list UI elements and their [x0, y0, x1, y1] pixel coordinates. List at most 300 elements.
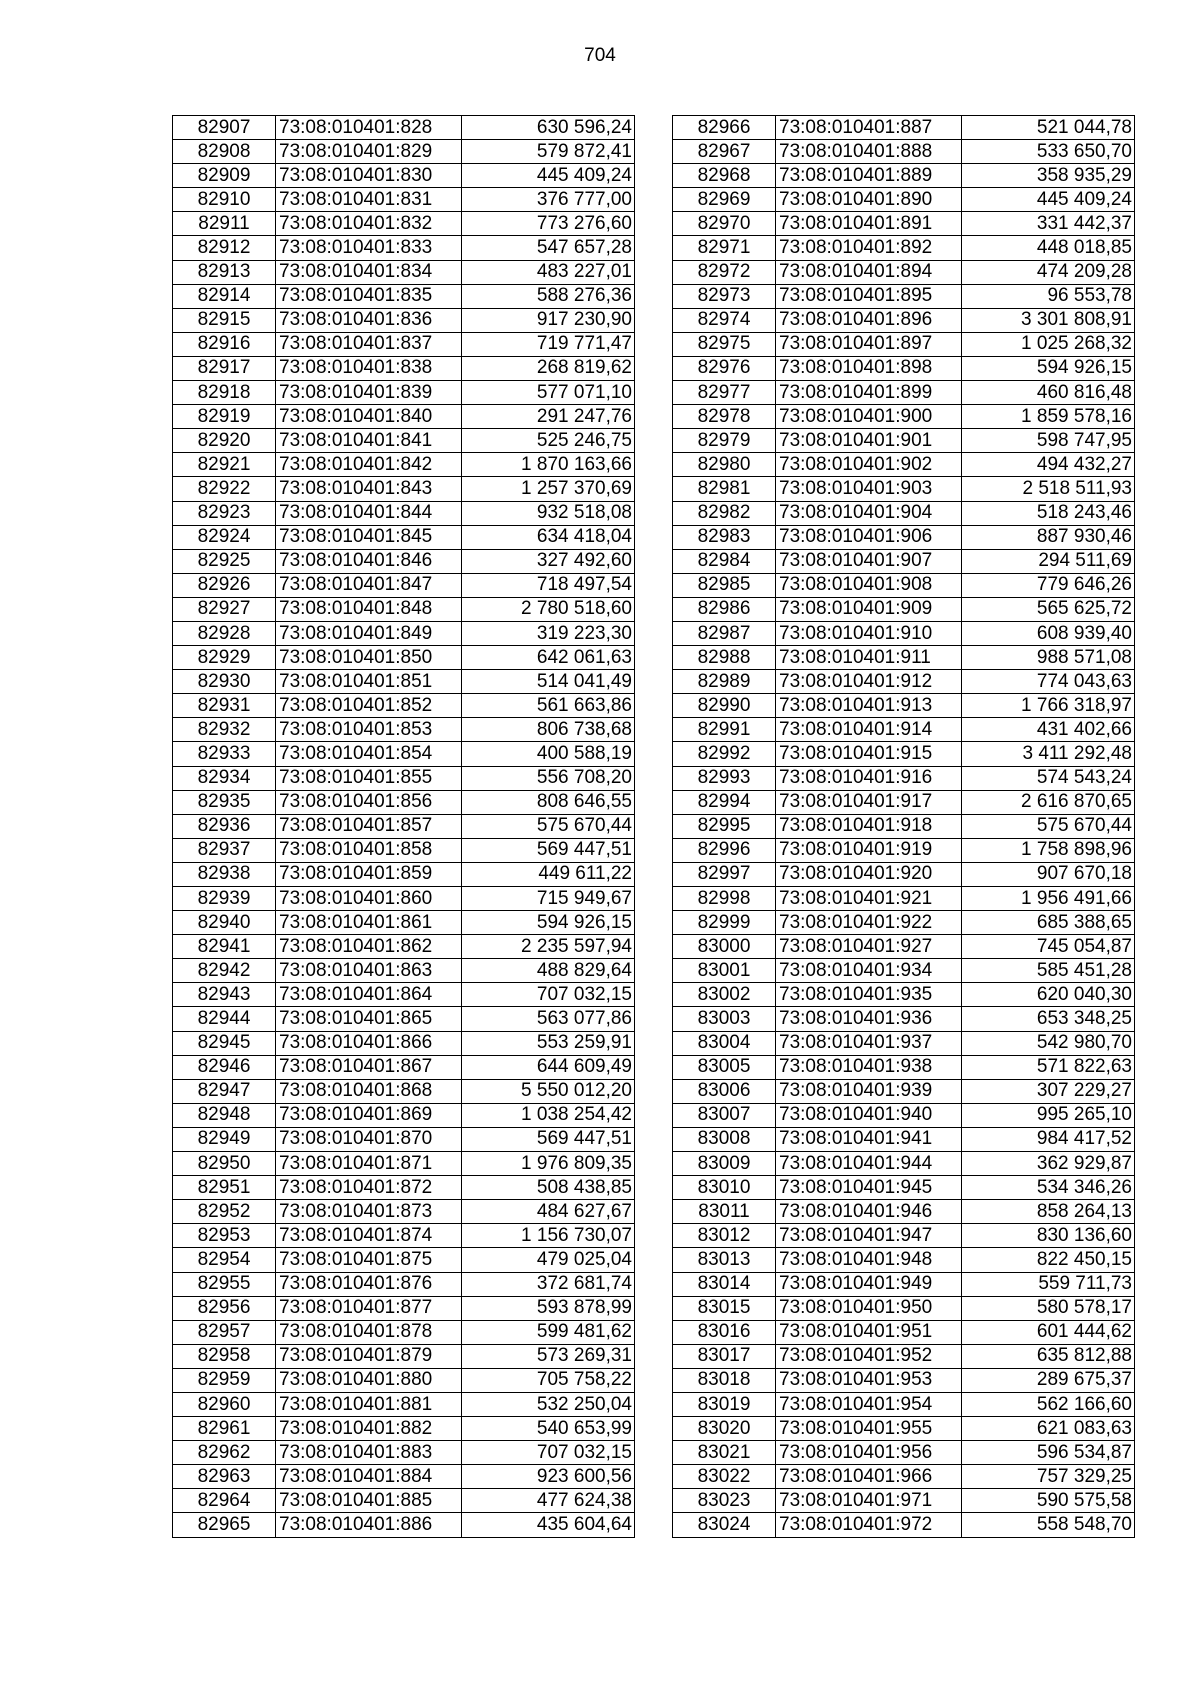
value-cell: 565 625,72 [962, 597, 1135, 621]
value-cell: 542 980,70 [962, 1031, 1135, 1055]
row-number-cell: 82918 [173, 381, 276, 405]
row-number-cell: 82926 [173, 573, 276, 597]
row-number-cell: 82960 [173, 1392, 276, 1416]
cadastral-number-cell: 73:08:010401:906 [776, 525, 962, 549]
cadastral-number-cell: 73:08:010401:864 [276, 983, 462, 1007]
row-number-cell: 82977 [673, 381, 776, 405]
cadastral-number-cell: 73:08:010401:860 [276, 887, 462, 911]
value-cell: 984 417,52 [962, 1127, 1135, 1151]
value-cell: 562 166,60 [962, 1392, 1135, 1416]
cadastral-number-cell: 73:08:010401:850 [276, 646, 462, 670]
row-number-cell: 82991 [673, 718, 776, 742]
table-row [173, 1152, 635, 1176]
table-row [173, 814, 635, 838]
table-row [173, 718, 635, 742]
row-number-cell: 82935 [173, 790, 276, 814]
row-number-cell: 83021 [673, 1441, 776, 1465]
row-number-cell: 82943 [173, 983, 276, 1007]
table-row [673, 1465, 1135, 1489]
cadastral-number-cell: 73:08:010401:833 [276, 236, 462, 260]
value-cell: 574 543,24 [962, 766, 1135, 790]
table-row [173, 308, 635, 332]
value-cell: 580 578,17 [962, 1296, 1135, 1320]
cadastral-number-cell: 73:08:010401:871 [276, 1152, 462, 1176]
cadastral-number-cell: 73:08:010401:852 [276, 694, 462, 718]
row-number-cell: 82954 [173, 1248, 276, 1272]
table-row [673, 862, 1135, 886]
table-row [173, 766, 635, 790]
table-row [673, 1007, 1135, 1031]
table-row [673, 1368, 1135, 1392]
row-number-cell: 83002 [673, 983, 776, 1007]
table-row [173, 1200, 635, 1224]
value-cell: 575 670,44 [462, 814, 635, 838]
value-cell: 634 418,04 [462, 525, 635, 549]
cadastral-number-cell: 73:08:010401:939 [776, 1079, 962, 1103]
row-number-cell: 82925 [173, 549, 276, 573]
cadastral-number-cell: 73:08:010401:903 [776, 477, 962, 501]
cadastral-number-cell: 73:08:010401:907 [776, 549, 962, 573]
table-row [673, 621, 1135, 645]
row-number-cell: 82921 [173, 453, 276, 477]
cadastral-number-cell: 73:08:010401:966 [776, 1465, 962, 1489]
value-cell: 579 872,41 [462, 140, 635, 164]
row-number-cell: 82909 [173, 164, 276, 188]
row-number-cell: 82944 [173, 1007, 276, 1031]
table-row [673, 742, 1135, 766]
table-row [673, 814, 1135, 838]
row-number-cell: 83016 [673, 1320, 776, 1344]
cadastral-number-cell: 73:08:010401:894 [776, 260, 962, 284]
cadastral-number-cell: 73:08:010401:834 [276, 260, 462, 284]
row-number-cell: 82995 [673, 814, 776, 838]
row-number-cell: 82917 [173, 356, 276, 380]
value-cell: 553 259,91 [462, 1031, 635, 1055]
table-row [173, 742, 635, 766]
table-row [173, 621, 635, 645]
cadastral-number-cell: 73:08:010401:883 [276, 1441, 462, 1465]
cadastral-number-cell: 73:08:010401:840 [276, 405, 462, 429]
value-cell: 518 243,46 [962, 501, 1135, 525]
value-cell: 558 548,70 [962, 1513, 1135, 1537]
table-row [173, 790, 635, 814]
cadastral-number-cell: 73:08:010401:914 [776, 718, 962, 742]
cadastral-number-cell: 73:08:010401:919 [776, 838, 962, 862]
table-row [673, 477, 1135, 501]
table-row [673, 525, 1135, 549]
value-cell: 494 432,27 [962, 453, 1135, 477]
value-cell: 2 235 597,94 [462, 935, 635, 959]
row-number-cell: 82970 [673, 212, 776, 236]
page-number: 704 [584, 45, 616, 66]
cadastral-number-cell: 73:08:010401:949 [776, 1272, 962, 1296]
cadastral-number-cell: 73:08:010401:847 [276, 573, 462, 597]
value-cell: 1 758 898,96 [962, 838, 1135, 862]
table-row [673, 1344, 1135, 1368]
row-number-cell: 82984 [673, 549, 776, 573]
cadastral-number-cell: 73:08:010401:952 [776, 1344, 962, 1368]
cadastral-number-cell: 73:08:010401:922 [776, 911, 962, 935]
table-row [173, 1296, 635, 1320]
cadastral-number-cell: 73:08:010401:854 [276, 742, 462, 766]
row-number-cell: 82981 [673, 477, 776, 501]
value-cell: 988 571,08 [962, 646, 1135, 670]
cadastral-number-cell: 73:08:010401:858 [276, 838, 462, 862]
value-cell: 585 451,28 [962, 959, 1135, 983]
cadastral-number-cell: 73:08:010401:898 [776, 356, 962, 380]
row-number-cell: 82979 [673, 429, 776, 453]
table-row [673, 429, 1135, 453]
row-number-cell: 82920 [173, 429, 276, 453]
row-number-cell: 83005 [673, 1055, 776, 1079]
cadastral-number-cell: 73:08:010401:845 [276, 525, 462, 549]
table-row [173, 549, 635, 573]
table-row [673, 597, 1135, 621]
value-cell: 590 575,58 [962, 1489, 1135, 1513]
value-cell: 923 600,56 [462, 1465, 635, 1489]
row-number-cell: 83020 [673, 1417, 776, 1441]
row-number-cell: 82980 [673, 453, 776, 477]
row-number-cell: 83007 [673, 1103, 776, 1127]
value-cell: 1 956 491,66 [962, 887, 1135, 911]
row-number-cell: 82959 [173, 1368, 276, 1392]
table-row [673, 1200, 1135, 1224]
table-row [173, 164, 635, 188]
value-cell: 445 409,24 [462, 164, 635, 188]
value-cell: 822 450,15 [962, 1248, 1135, 1272]
cadastral-number-cell: 73:08:010401:902 [776, 453, 962, 477]
cadastral-number-cell: 73:08:010401:867 [276, 1055, 462, 1079]
row-number-cell: 83015 [673, 1296, 776, 1320]
row-number-cell: 82985 [673, 573, 776, 597]
table-row [173, 429, 635, 453]
table-row [673, 718, 1135, 742]
row-number-cell: 82990 [673, 694, 776, 718]
cadastral-number-cell: 73:08:010401:869 [276, 1103, 462, 1127]
value-cell: 593 878,99 [462, 1296, 635, 1320]
value-cell: 3 411 292,48 [962, 742, 1135, 766]
value-cell: 521 044,78 [962, 116, 1135, 140]
table-row [173, 1344, 635, 1368]
value-cell: 372 681,74 [462, 1272, 635, 1296]
row-number-cell: 82947 [173, 1079, 276, 1103]
table-row [673, 453, 1135, 477]
cadastral-number-cell: 73:08:010401:828 [276, 116, 462, 140]
row-number-cell: 82932 [173, 718, 276, 742]
cadastral-number-cell: 73:08:010401:938 [776, 1055, 962, 1079]
cadastral-number-cell: 73:08:010401:940 [776, 1103, 962, 1127]
cadastral-number-cell: 73:08:010401:915 [776, 742, 962, 766]
table-row [673, 1272, 1135, 1296]
cadastral-number-cell: 73:08:010401:866 [276, 1031, 462, 1055]
value-cell: 327 492,60 [462, 549, 635, 573]
row-number-cell: 82924 [173, 525, 276, 549]
value-cell: 1 257 370,69 [462, 477, 635, 501]
value-cell: 483 227,01 [462, 260, 635, 284]
table-row [173, 1392, 635, 1416]
cadastral-number-cell: 73:08:010401:863 [276, 959, 462, 983]
cadastral-number-cell: 73:08:010401:900 [776, 405, 962, 429]
cadastral-number-cell: 73:08:010401:856 [276, 790, 462, 814]
row-number-cell: 82942 [173, 959, 276, 983]
cadastral-number-cell: 73:08:010401:886 [276, 1513, 462, 1537]
table-row [173, 1127, 635, 1151]
row-number-cell: 83008 [673, 1127, 776, 1151]
table-row [173, 356, 635, 380]
table-row [673, 1079, 1135, 1103]
row-number-cell: 82913 [173, 260, 276, 284]
value-cell: 569 447,51 [462, 838, 635, 862]
row-number-cell: 82962 [173, 1441, 276, 1465]
row-number-cell: 83000 [673, 935, 776, 959]
cadastral-number-cell: 73:08:010401:912 [776, 670, 962, 694]
cadastral-number-cell: 73:08:010401:859 [276, 862, 462, 886]
value-cell: 707 032,15 [462, 983, 635, 1007]
value-cell: 594 926,15 [962, 356, 1135, 380]
row-number-cell: 82975 [673, 332, 776, 356]
table-row [673, 1513, 1135, 1537]
row-number-cell: 82930 [173, 670, 276, 694]
cadastral-number-cell: 73:08:010401:862 [276, 935, 462, 959]
row-number-cell: 83019 [673, 1392, 776, 1416]
cadastral-number-cell: 73:08:010401:927 [776, 935, 962, 959]
value-cell: 2 780 518,60 [462, 597, 635, 621]
table-row [673, 549, 1135, 573]
table-row [173, 1465, 635, 1489]
row-number-cell: 82964 [173, 1489, 276, 1513]
cadastral-number-cell: 73:08:010401:955 [776, 1417, 962, 1441]
cadastral-number-cell: 73:08:010401:844 [276, 501, 462, 525]
table-row [173, 597, 635, 621]
value-cell: 601 444,62 [962, 1320, 1135, 1344]
cadastral-number-cell: 73:08:010401:895 [776, 284, 962, 308]
value-cell: 707 032,15 [462, 1441, 635, 1465]
table-row [173, 862, 635, 886]
row-number-cell: 82992 [673, 742, 776, 766]
cadastral-number-cell: 73:08:010401:897 [776, 332, 962, 356]
table-row [673, 332, 1135, 356]
value-cell: 608 939,40 [962, 621, 1135, 645]
value-cell: 635 812,88 [962, 1344, 1135, 1368]
value-cell: 448 018,85 [962, 236, 1135, 260]
value-cell: 460 816,48 [962, 381, 1135, 405]
row-number-cell: 82971 [673, 236, 776, 260]
row-number-cell: 83022 [673, 1465, 776, 1489]
table-row [673, 766, 1135, 790]
table-row [173, 236, 635, 260]
table-row [673, 188, 1135, 212]
row-number-cell: 83003 [673, 1007, 776, 1031]
table-row [673, 1224, 1135, 1248]
cadastral-number-cell: 73:08:010401:950 [776, 1296, 962, 1320]
row-number-cell: 83018 [673, 1368, 776, 1392]
table-row [173, 959, 635, 983]
row-number-cell: 82951 [173, 1176, 276, 1200]
value-cell: 774 043,63 [962, 670, 1135, 694]
value-cell: 718 497,54 [462, 573, 635, 597]
table-row [673, 405, 1135, 429]
value-cell: 719 771,47 [462, 332, 635, 356]
table-row [673, 646, 1135, 670]
value-cell: 745 054,87 [962, 935, 1135, 959]
row-number-cell: 82969 [673, 188, 776, 212]
value-cell: 1 859 578,16 [962, 405, 1135, 429]
table-row [173, 1176, 635, 1200]
row-number-cell: 82923 [173, 501, 276, 525]
row-number-cell: 82983 [673, 525, 776, 549]
row-number-cell: 83001 [673, 959, 776, 983]
cadastral-number-cell: 73:08:010401:916 [776, 766, 962, 790]
cadastral-number-cell: 73:08:010401:946 [776, 1200, 962, 1224]
cadastral-number-cell: 73:08:010401:911 [776, 646, 962, 670]
table-row [673, 1417, 1135, 1441]
cadastral-number-cell: 73:08:010401:920 [776, 862, 962, 886]
value-cell: 2 616 870,65 [962, 790, 1135, 814]
row-number-cell: 82988 [673, 646, 776, 670]
table-row [173, 1103, 635, 1127]
cadastral-number-cell: 73:08:010401:972 [776, 1513, 962, 1537]
table-row [173, 983, 635, 1007]
table-row [673, 573, 1135, 597]
row-number-cell: 82938 [173, 862, 276, 886]
cadastral-number-cell: 73:08:010401:887 [776, 116, 962, 140]
table-row [673, 1296, 1135, 1320]
cadastral-number-cell: 73:08:010401:841 [276, 429, 462, 453]
value-cell: 561 663,86 [462, 694, 635, 718]
value-cell: 917 230,90 [462, 308, 635, 332]
cadastral-number-cell: 73:08:010401:880 [276, 1368, 462, 1392]
value-cell: 573 269,31 [462, 1344, 635, 1368]
row-number-cell: 82927 [173, 597, 276, 621]
value-cell: 331 442,37 [962, 212, 1135, 236]
table-row [673, 164, 1135, 188]
row-number-cell: 82978 [673, 405, 776, 429]
table-row [173, 1320, 635, 1344]
row-number-cell: 83014 [673, 1272, 776, 1296]
cadastral-number-cell: 73:08:010401:945 [776, 1176, 962, 1200]
table-row [673, 381, 1135, 405]
table-row [173, 646, 635, 670]
table-row [673, 1031, 1135, 1055]
value-cell: 376 777,00 [462, 188, 635, 212]
row-number-cell: 83012 [673, 1224, 776, 1248]
row-number-cell: 82996 [673, 838, 776, 862]
row-number-cell: 82956 [173, 1296, 276, 1320]
cadastral-number-cell: 73:08:010401:849 [276, 621, 462, 645]
row-number-cell: 82941 [173, 935, 276, 959]
value-cell: 291 247,76 [462, 405, 635, 429]
row-number-cell: 82950 [173, 1152, 276, 1176]
table-row [173, 1417, 635, 1441]
row-number-cell: 82976 [673, 356, 776, 380]
row-number-cell: 82922 [173, 477, 276, 501]
cadastral-number-cell: 73:08:010401:846 [276, 549, 462, 573]
cadastral-number-cell: 73:08:010401:890 [776, 188, 962, 212]
cadastral-number-cell: 73:08:010401:838 [276, 356, 462, 380]
value-cell: 594 926,15 [462, 911, 635, 935]
value-cell: 644 609,49 [462, 1055, 635, 1079]
row-number-cell: 82945 [173, 1031, 276, 1055]
row-number-cell: 82939 [173, 887, 276, 911]
row-number-cell: 82936 [173, 814, 276, 838]
cadastral-number-cell: 73:08:010401:908 [776, 573, 962, 597]
value-cell: 559 711,73 [962, 1272, 1135, 1296]
row-number-cell: 82972 [673, 260, 776, 284]
value-cell: 830 136,60 [962, 1224, 1135, 1248]
value-cell: 577 071,10 [462, 381, 635, 405]
cadastral-number-cell: 73:08:010401:944 [776, 1152, 962, 1176]
row-number-cell: 82934 [173, 766, 276, 790]
table-row [173, 887, 635, 911]
table-row [673, 1055, 1135, 1079]
value-cell: 575 670,44 [962, 814, 1135, 838]
table-row [673, 1441, 1135, 1465]
table-row [673, 1127, 1135, 1151]
table-row [173, 1079, 635, 1103]
row-number-cell: 82955 [173, 1272, 276, 1296]
cadastral-number-cell: 73:08:010401:904 [776, 501, 962, 525]
value-cell: 2 518 511,93 [962, 477, 1135, 501]
table-row [673, 260, 1135, 284]
cadastral-number-cell: 73:08:010401:879 [276, 1344, 462, 1368]
table-row [173, 188, 635, 212]
value-cell: 3 301 808,91 [962, 308, 1135, 332]
value-cell: 362 929,87 [962, 1152, 1135, 1176]
registry-table-left [172, 115, 635, 1538]
value-cell: 598 747,95 [962, 429, 1135, 453]
cadastral-number-cell: 73:08:010401:873 [276, 1200, 462, 1224]
value-cell: 435 604,64 [462, 1513, 635, 1537]
table-row [673, 356, 1135, 380]
row-number-cell: 82937 [173, 838, 276, 862]
value-cell: 533 650,70 [962, 140, 1135, 164]
table-row [173, 260, 635, 284]
value-cell: 1 156 730,07 [462, 1224, 635, 1248]
value-cell: 514 041,49 [462, 670, 635, 694]
cadastral-number-cell: 73:08:010401:947 [776, 1224, 962, 1248]
value-cell: 705 758,22 [462, 1368, 635, 1392]
cadastral-number-cell: 73:08:010401:891 [776, 212, 962, 236]
cadastral-number-cell: 73:08:010401:839 [276, 381, 462, 405]
cadastral-number-cell: 73:08:010401:861 [276, 911, 462, 935]
value-cell: 5 550 012,20 [462, 1079, 635, 1103]
value-cell: 858 264,13 [962, 1200, 1135, 1224]
value-cell: 757 329,25 [962, 1465, 1135, 1489]
value-cell: 449 611,22 [462, 862, 635, 886]
table-row [173, 284, 635, 308]
table-row [173, 1441, 635, 1465]
row-number-cell: 82929 [173, 646, 276, 670]
value-cell: 289 675,37 [962, 1368, 1135, 1392]
value-cell: 532 250,04 [462, 1392, 635, 1416]
row-number-cell: 83011 [673, 1200, 776, 1224]
row-number-cell: 82966 [673, 116, 776, 140]
cadastral-number-cell: 73:08:010401:878 [276, 1320, 462, 1344]
row-number-cell: 82968 [673, 164, 776, 188]
value-cell: 887 930,46 [962, 525, 1135, 549]
table-row [173, 1248, 635, 1272]
value-cell: 431 402,66 [962, 718, 1135, 742]
value-cell: 620 040,30 [962, 983, 1135, 1007]
table-row [673, 501, 1135, 525]
value-cell: 808 646,55 [462, 790, 635, 814]
cadastral-number-cell: 73:08:010401:872 [276, 1176, 462, 1200]
row-number-cell: 82998 [673, 887, 776, 911]
value-cell: 1 038 254,42 [462, 1103, 635, 1127]
cadastral-number-cell: 73:08:010401:937 [776, 1031, 962, 1055]
table-row [173, 212, 635, 236]
registry-table-right [672, 115, 1135, 1538]
